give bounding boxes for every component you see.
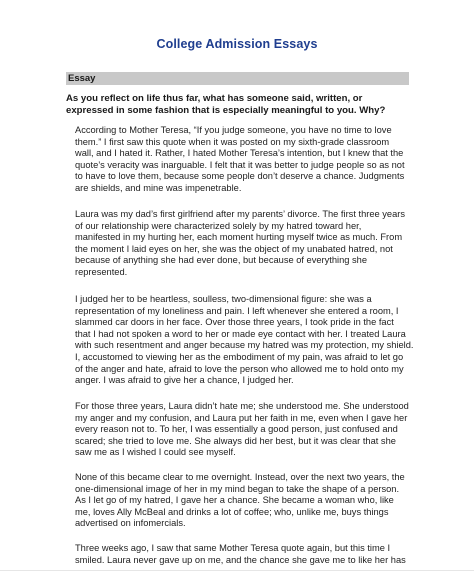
paragraph-line: represented. (75, 266, 128, 277)
essay-paragraph-2 (75, 209, 411, 279)
paragraph-line: of the anger and hate, afraid to love the person who allowed me to hold onto my (75, 363, 404, 374)
paragraph-line: to have to love them, because some people don’t deserve a chance. Judgments (75, 171, 405, 182)
paragraph-line: None of this became clear to me overnight. Instead, over the next two years, the (75, 472, 405, 482)
paragraph-line: scared; she tried to love me. She always did her best, but it was clear that she (75, 435, 396, 446)
paragraph-line: As I let go of my hatred, I gave her a chance. She became a woman who, like (75, 495, 394, 506)
paragraph-line: manifested in my hurting her, each moment hurting myself twice as much. From (75, 232, 403, 243)
essay-paragraph-5 (75, 472, 411, 530)
paragraph-line: Laura was my dad’s first girlfriend after my parents’ divorce. The first three years (75, 209, 405, 219)
essay-paragraph-4 (75, 401, 411, 459)
paragraph-line: every reason not to. To her, I was essentially a good person, just confused and (75, 424, 398, 435)
essay-paragraph-1 (75, 125, 411, 195)
document-title: College Admission Essays (156, 37, 318, 51)
paragraph-line: one-dimensional image of her in my mind began to take the shape of a person. (75, 483, 400, 494)
paragraph-line: anger. I was afraid to give her a chance, I judged her. (75, 375, 294, 386)
paragraph-line: advertised on infomercials. (75, 518, 186, 529)
section-label-essay: Essay (66, 72, 409, 85)
paragraph-line: According to Mother Teresa, “If you judge someone, you have no time to love (75, 125, 392, 135)
essay-paragraph-6 (75, 543, 411, 566)
paragraph-line: representation of my loneliness and pain. I left whenever she entered a room, I (75, 305, 399, 316)
paragraph-line: the moment I laid eyes on her, she was the object of my unabated hatred, not (75, 243, 393, 254)
essay-paragraph-3 (75, 294, 414, 387)
paragraph-line: slammed car doors in her face. Over those three years, I took pride in the fact (75, 317, 394, 328)
paragraph-line: saw me as I wished I could see myself. (75, 447, 236, 458)
paragraph-line: that I had not spoken a word to her or made eye contact with her. I treated Laura (75, 328, 406, 339)
page-bottom-divider (0, 570, 474, 571)
paragraph-line: them.” I first saw this quote when it was posted on my sixth-grade classroom (75, 136, 390, 147)
paragraph-line: quote’s veracity was inarguable. I felt that it was better to judge people so as not (75, 159, 405, 170)
paragraph-line: of our relationship were characterized solely by my hatred toward her, (75, 220, 362, 231)
paragraph-line: I, accustomed to viewing her as the embodiment of my pain, was afraid to let go (75, 351, 404, 362)
paragraph-line: with such resentment and anger because my hatred was my protection, my shield. (75, 340, 414, 351)
paragraph-line: Three weeks ago, I saw that same Mother Teresa quote again, but this time I (75, 543, 391, 553)
essay-prompt (66, 93, 411, 117)
prompt-line: As you reflect on life thus far, what has someone said, written, or (66, 93, 363, 104)
paragraph-line: my anger and my confusion, and Laura put her faith in me, even when I gave her (75, 412, 408, 423)
paragraph-line: me, loves Ally McBeal and drinks a lot of coffee; who, unlike me, buys things (75, 506, 389, 517)
paragraph-line: I judged her to be heartless, soulless, two-dimensional figure: she was a (75, 294, 372, 304)
paragraph-line: smiled. Laura never gave up on me, and the chance she gave me to like her has (75, 554, 406, 565)
paragraph-line: For those three years, Laura didn’t hate me; she understood me. She understood (75, 401, 409, 411)
paragraph-line: are shields, and mine was impenetrable. (75, 182, 242, 193)
prompt-line: expressed in some fashion that is especially meaningful to you. Why? (66, 105, 386, 117)
paragraph-line: because of anything she had ever done, but because of everything she (75, 255, 368, 266)
paragraph-line: wall, and I hated it. Rather, I hated Mother Teresa’s intention, but I knew that the (75, 148, 404, 159)
